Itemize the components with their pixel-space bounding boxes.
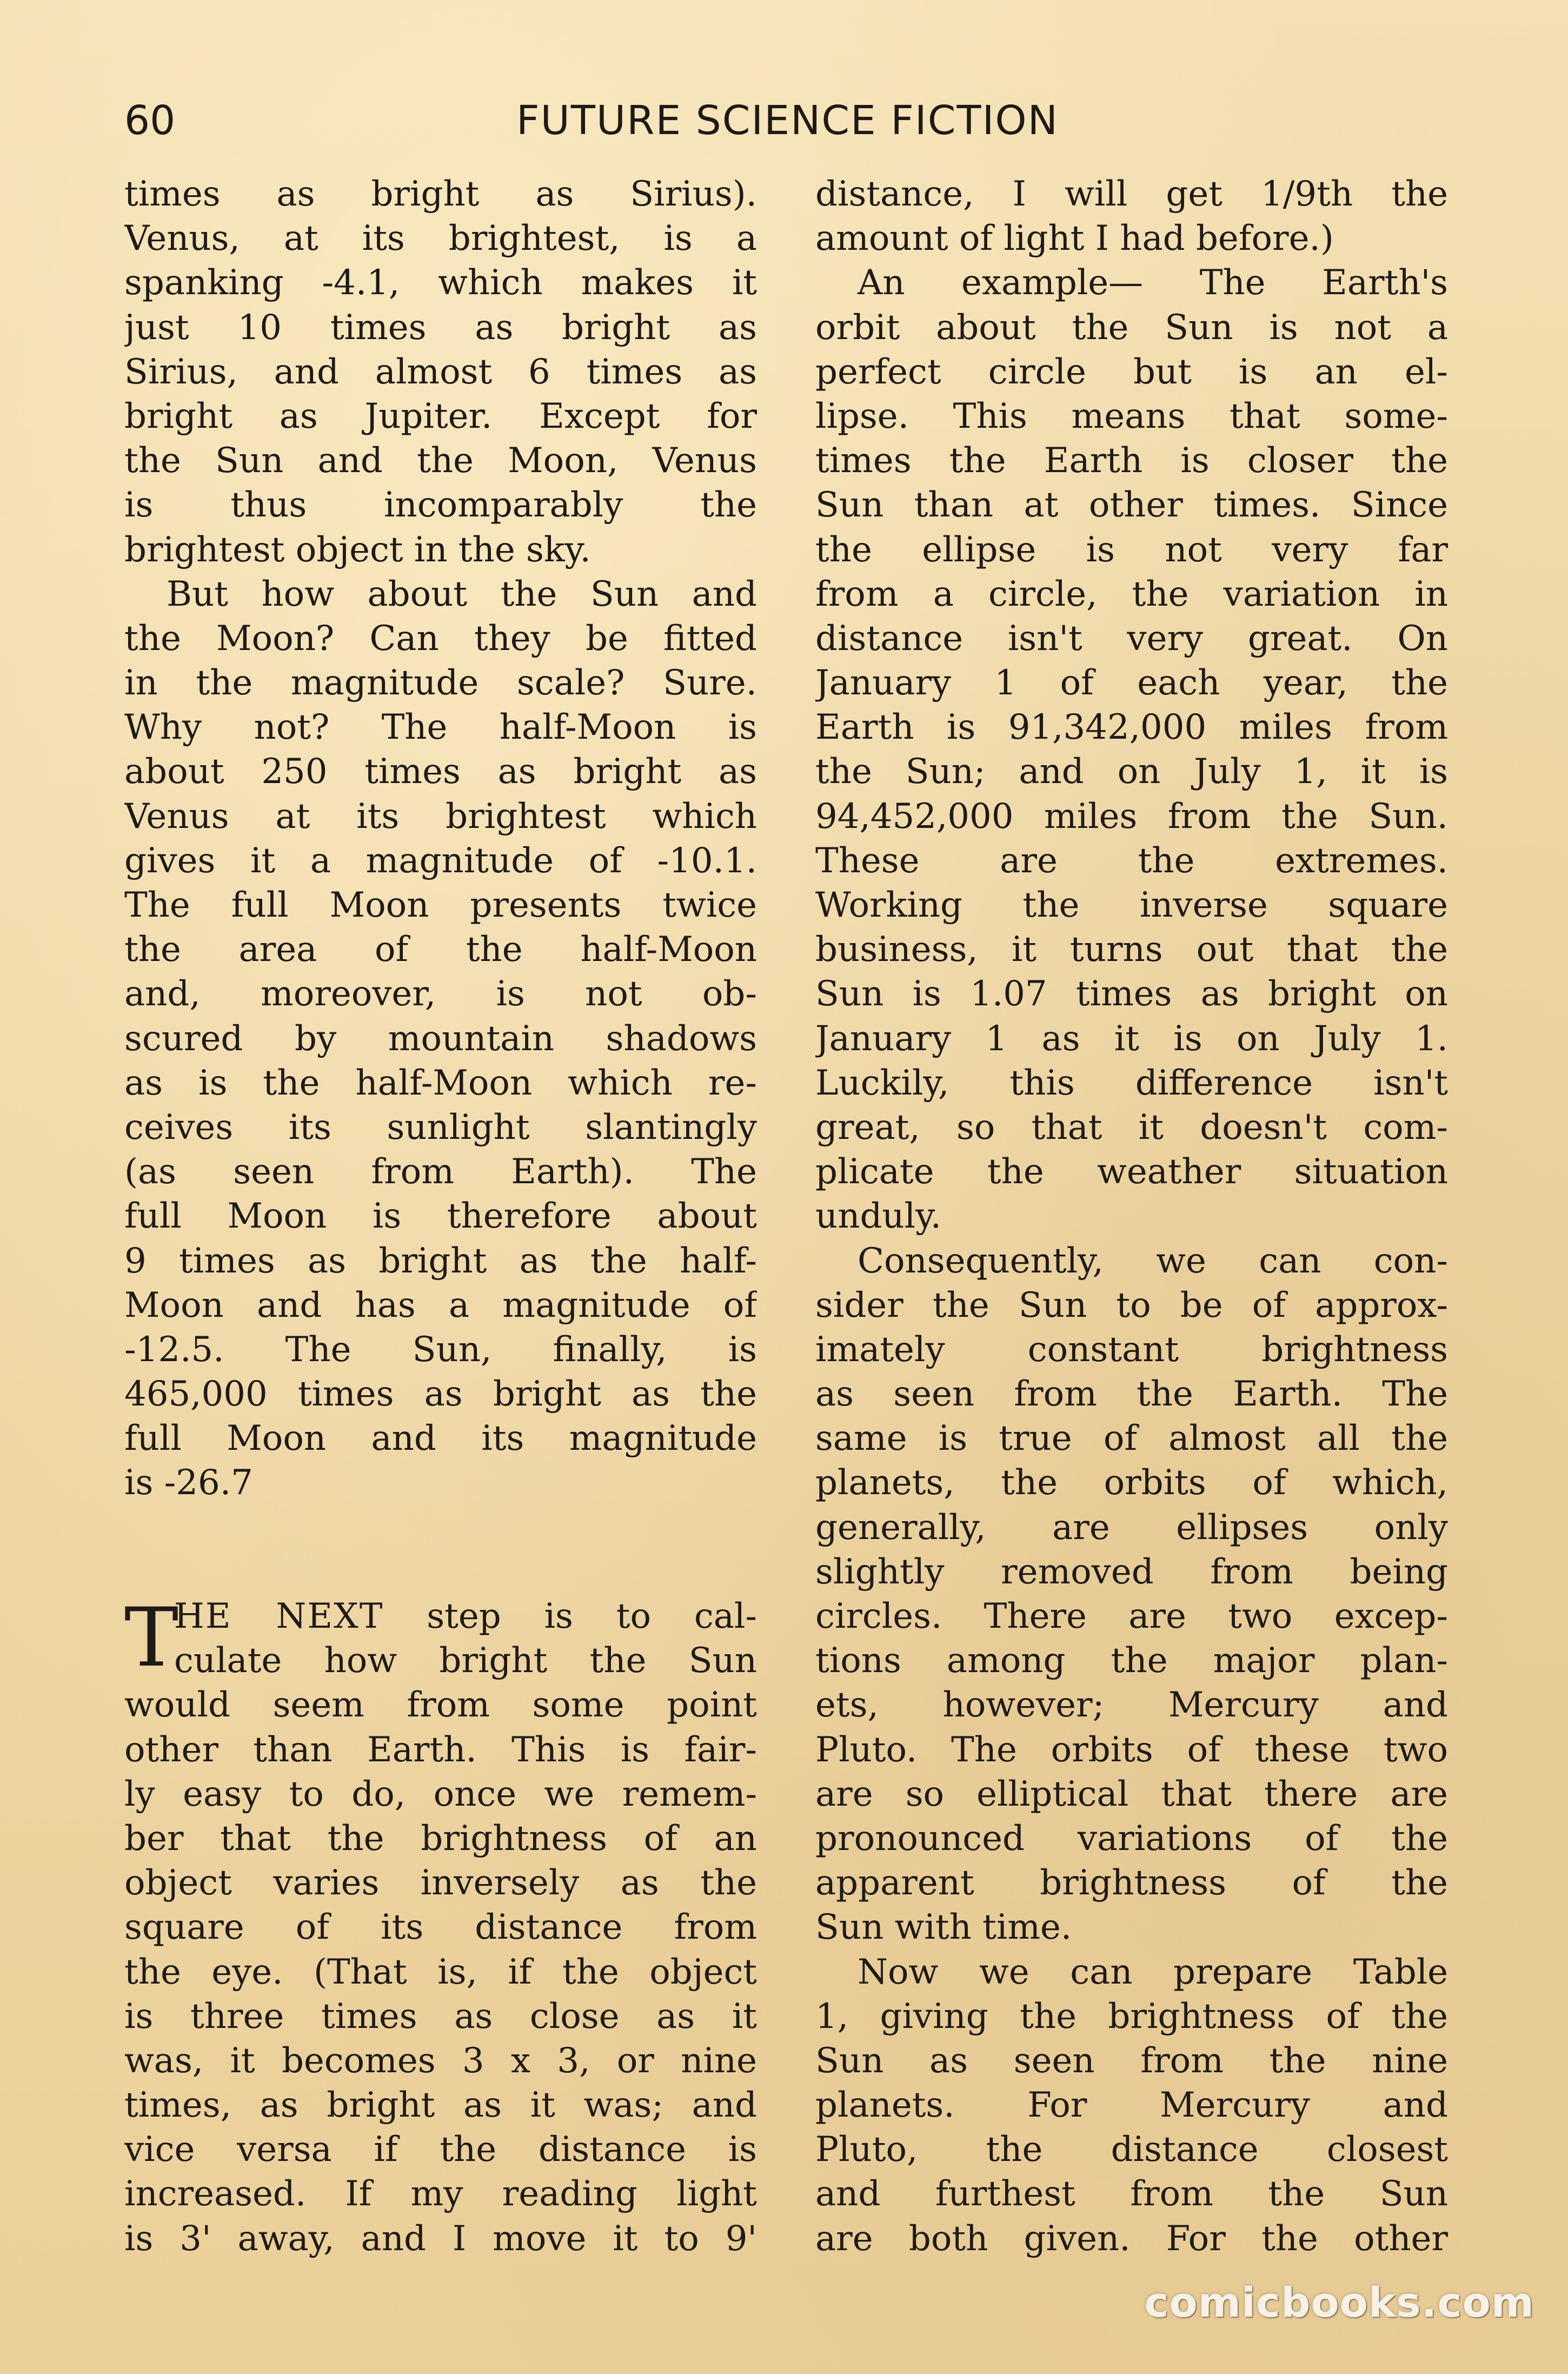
text-line: square of its distance from [124,1907,757,1948]
text-line: slightly removed from being [815,1551,1448,1592]
text-line: imately constant brightness [815,1329,1448,1370]
text-line: brightest object in the sky. [124,529,591,570]
text-line: The full Moon presents twice [124,885,757,925]
text-line: Now we can prepare Table [858,1952,1448,1992]
text-line: ceives its sunlight slantingly [124,1107,757,1148]
text-line: the Sun and the Moon, Venus [124,441,757,481]
text-line: Pluto. The orbits of these two [815,1729,1448,1770]
text-line: 9 times as bright as the half- [124,1241,757,1281]
text-line: (as seen from Earth). The [124,1152,757,1192]
text-line: planets. For Mercury and [815,2085,1448,2126]
text-line [124,1594,757,1639]
text-line: just 10 times as bright as [124,307,757,348]
text-line: the ellipse is not very far [815,529,1448,570]
text-line: would seem from some point [124,1685,757,1726]
text-line: perfect circle but is an el- [815,352,1448,392]
text-line: as is the half-Moon which re- [124,1063,757,1103]
text-line: great, so that it doesn't com- [815,1107,1448,1148]
text-line: gives it a magnitude of -10.1. [124,840,757,881]
text-line: Sun with time. [815,1907,1072,1948]
text-line: vice versa if the distance is [124,2130,757,2170]
text-line: tions among the major plan- [815,1641,1448,1681]
text-line: Sun is 1.07 times as bright on [815,974,1448,1014]
text-line: amount of light I had before.) [815,218,1334,259]
text-line: January 1 as it is on July 1. [815,1018,1448,1059]
text-line: ly easy to do, once we remem- [124,1774,757,1814]
paragraph [124,172,757,572]
page-number: 60 [124,97,176,144]
text-line: same is true of almost all the [815,1418,1448,1459]
paragraph [815,1239,1448,1950]
text-line: circles. There are two excep- [815,1596,1448,1636]
text-line: culate how bright the Sun [174,1641,757,1681]
text-line: is -26.7 [124,1463,253,1503]
text-line: generally, are ellipses only [815,1507,1448,1548]
text-line: and, moreover, is not ob- [124,974,757,1014]
small-caps-lead: HE NEXT [174,1596,384,1636]
text-line: and furthest from the Sun [815,2174,1448,2214]
text-line: plicate the weather situation [815,1152,1448,1192]
text-line: the Moon? Can they be fitted [124,618,757,659]
text-line: as seen from the Earth. The [815,1374,1448,1415]
text-line: 465,000 times as bright as the [124,1374,757,1415]
left-column [124,172,757,2261]
drop-cap: T [124,1591,179,1685]
text-line: Sun as seen from the nine [815,2040,1448,2081]
paragraph [124,1591,757,2261]
text-line: full Moon and its magnitude [124,1418,757,1459]
paragraph [815,261,1448,1238]
page-header [124,91,1460,150]
text-line: increased. If my reading light [124,2174,757,2214]
text-line: Why not? The half-Moon is [124,707,757,748]
text-line: An example— The Earth's [858,263,1448,303]
text-line: scured by mountain shadows [124,1018,757,1059]
text-line: times, as bright as it was; and [124,2085,757,2126]
text-fragment: step is to cal- [383,1596,757,1636]
text-line: are both given. For the other [815,2218,1448,2259]
paragraph [124,572,757,1506]
text-line: unduly. [815,1196,942,1237]
text-line: are so elliptical that there are [815,1774,1448,1814]
text-line: Sun than at other times. Since [815,485,1448,526]
text-line: Consequently, we can con- [858,1241,1448,1281]
text-line: bright as Jupiter. Except for [124,396,757,436]
text-line: business, it turns out that the [815,930,1448,970]
text-line: planets, the orbits of which, [815,1463,1448,1503]
text-line: ber that the brightness of an [124,1818,757,1859]
text-line: ets, however; Mercury and [815,1685,1448,1726]
text-line: January 1 of each year, the [815,663,1448,704]
text-line: Pluto, the distance closest [815,2130,1448,2170]
text-line: Moon and has a magnitude of [124,1285,757,1325]
text-line: distance, I will get 1/9th the [815,174,1448,214]
text-line: apparent brightness of the [815,1863,1448,1904]
text-line: 1, giving the brightness of the [815,1996,1448,2037]
text-line: Sirius, and almost 6 times as [124,352,757,392]
running-head: FUTURE SCIENCE FICTION [516,97,1059,144]
text-line: times the Earth is closer the [815,441,1448,481]
text-line: Earth is 91,342,000 miles from [815,707,1448,748]
text-line: pronounced variations of the [815,1818,1448,1859]
text-line: in the magnitude scale? Sure. [124,663,757,704]
right-column [815,172,1448,2261]
text-line: Venus, at its brightest, is a [124,218,757,259]
text-line: the area of the half-Moon [124,930,757,970]
text-line: from a circle, the variation in [815,574,1448,614]
text-line: But how about the Sun and [167,574,757,614]
text-line: distance isn't very great. On [815,618,1448,659]
text-line: 94,452,000 miles from the Sun. [815,796,1448,837]
text-line: Luckily, this difference isn't [815,1063,1448,1103]
text-line: times as bright as Sirius). [124,174,757,214]
text-line: lipse. This means that some- [815,396,1448,436]
text-line: spanking -4.1, which makes it [124,263,757,303]
text-line: is 3' away, and I move it to 9' [124,2218,757,2259]
text-line: Working the inverse square [815,885,1448,925]
text-line: is three times as close as it [124,1996,757,2037]
text-line: full Moon is therefore about [124,1196,757,1237]
text-line: was, it becomes 3 x 3, or nine [124,2040,757,2081]
text-line: Venus at its brightest which [124,796,757,837]
text-line: the eye. (That is, if the object [124,1952,757,1992]
text-line: -12.5. The Sun, finally, is [124,1329,757,1370]
text-line: is thus incomparably the [124,485,757,526]
text-line: These are the extremes. [815,840,1448,881]
text-line: about 250 times as bright as [124,752,757,792]
watermark: comicbooks.com [1144,2278,1534,2326]
text-line: sider the Sun to be of approx- [815,1285,1448,1325]
paragraph [815,172,1448,261]
text-line: other than Earth. This is fair- [124,1729,757,1770]
text-line: object varies inversely as the [124,1863,757,1904]
text-line: the Sun; and on July 1, it is [815,752,1448,792]
text-line: orbit about the Sun is not a [815,307,1448,348]
paragraph [815,1950,1448,2261]
